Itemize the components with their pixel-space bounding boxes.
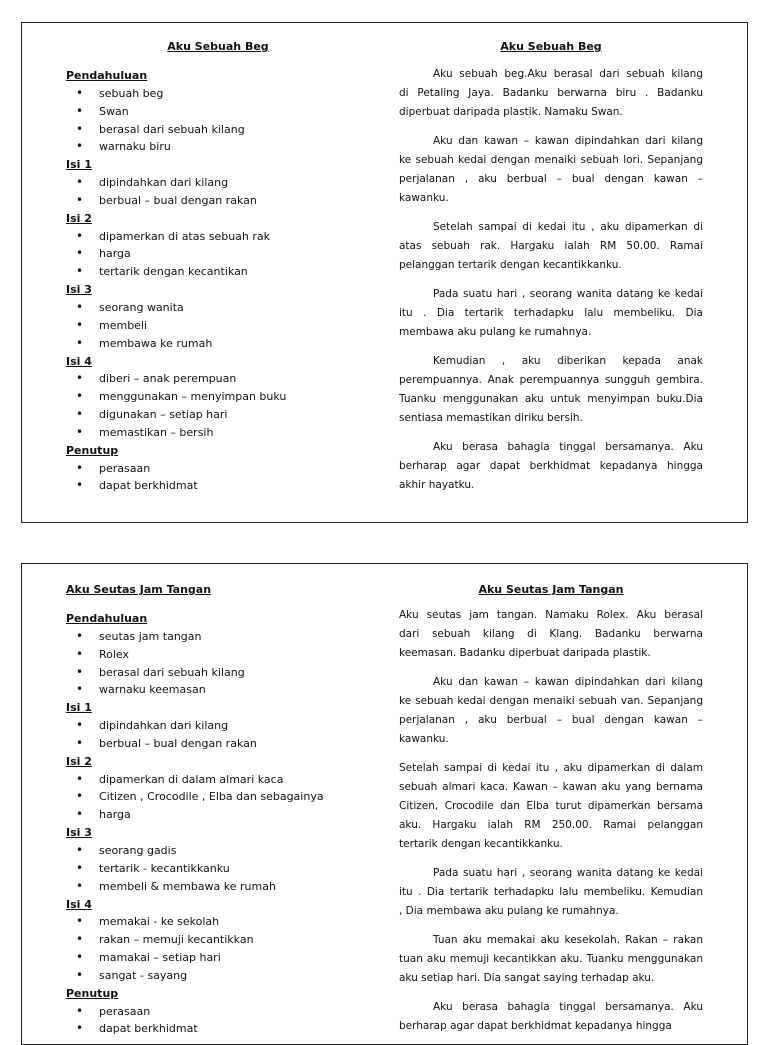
essay-column (399, 38, 703, 505)
bullet-item: • harga (66, 245, 366, 263)
section-heading (66, 699, 366, 717)
bullet-item: • membawa ke rumah (66, 335, 366, 353)
paragraph-line: di Petaling Jaya. Badanku berwarna biru . Badanku (399, 87, 703, 99)
paragraph-line: Aku sebuah beg.Aku berasal dari sebuah kilang (433, 68, 703, 80)
essay-paragraph (399, 65, 703, 122)
bullet-item: • dipamerkan di atas sebuah rak (66, 228, 366, 246)
paragraph-line: Pada suatu hari , seorang wanita datang ke kedai (433, 867, 703, 879)
section-heading (66, 281, 366, 299)
essay-paragraph (399, 132, 703, 208)
bullet-item: • menggunakan – menyimpan buku (66, 388, 366, 406)
section-heading (66, 985, 366, 1003)
essay-paragraph (399, 285, 703, 342)
bullet-item: • dipindahkan dari kilang (66, 174, 366, 192)
bullet-item: • memakai - ke sekolah (66, 913, 366, 931)
section-heading (66, 753, 366, 771)
paragraph-line: kawanku. (399, 192, 449, 204)
paragraph-line: membawa aku pulang ke rumahnya. (399, 326, 592, 338)
section-heading-text: Isi 1 (66, 158, 92, 172)
bullet-item: • diberi – anak perempuan (66, 370, 366, 388)
section-heading (66, 353, 366, 371)
section-heading-text: Isi 3 (66, 283, 92, 297)
paragraph-line: kawanku. (399, 733, 449, 745)
paragraph-line: Tuan aku memakai aku kesekolah. Rakan – rakan (433, 934, 703, 946)
section-heading-text: Isi 3 (66, 826, 92, 840)
bullet-item: • dapat berkhidmat (66, 1020, 366, 1038)
bullet-item: • berbual – bual dengan rakan (66, 192, 366, 210)
section-heading-text: Pendahuluan (66, 69, 148, 82)
paragraph-line: Aku dan kawan – kawan dipindahkan dari kilang (433, 676, 703, 688)
paragraph-line: Pada suatu hari , seorang wanita datang ke kedai (433, 288, 703, 300)
section-heading (66, 442, 366, 460)
paragraph-line: tertarik dengan kecantikkanku. (399, 838, 563, 850)
essay-box-jam-tangan (21, 563, 748, 1045)
paragraph-line: sentiasa memastikan diriku bersih. (399, 412, 583, 424)
bullet-item: • perasaan (66, 1003, 366, 1021)
section-heading-text: Isi 1 (66, 701, 92, 715)
essay-paragraph (399, 998, 703, 1036)
bullet-item: • dapat berkhidmat (66, 477, 366, 495)
paragraph-line: sebuah almari kaca. Kawan – kawan aku yang bernama (399, 781, 703, 793)
bullet-item: • seutas jam tangan (66, 628, 366, 646)
bullet-item: • warnaku keemasan (66, 681, 366, 699)
paragraph-line: dari sebuah kilang di Klang. Badanku berwarna (399, 628, 703, 640)
paragraph-line: aku setiap hari. Dia sangat saying terhadap aku. (399, 972, 655, 984)
section-heading (66, 67, 366, 85)
bullet-item: • tertarik dengan kecantikan (66, 263, 366, 281)
essay-paragraph (399, 606, 703, 663)
bullet-item: • sangat - sayang (66, 967, 366, 985)
outline-column (66, 581, 366, 1038)
bullet-item: • digunakan – setiap hari (66, 406, 366, 424)
bullet-item: • dipindahkan dari kilang (66, 717, 366, 735)
bullet-item: • seorang wanita (66, 299, 366, 317)
bullet-item: • perasaan (66, 460, 366, 478)
paragraph-line: Setelah sampai di kedai itu , aku dipamerkan di (433, 221, 703, 233)
paragraph-line: diperbuat daripada plastik. Namaku Swan. (399, 106, 623, 118)
section-heading-text: Penutup (66, 443, 119, 457)
paragraph-line: berharap agar dapat berkhidmat kepadanya hingga (399, 1020, 672, 1032)
bullet-item: • mamakai – setiap hari (66, 949, 366, 967)
section-heading-text: Penutup (66, 986, 119, 1000)
essay-paragraph (399, 352, 703, 428)
paragraph-line: akhir hayatku. (399, 479, 475, 491)
essay-paragraph (399, 931, 703, 988)
paragraph-line: aku. Hargaku ialah RM 250.00. Ramai pelanggan (399, 819, 703, 831)
bullet-item: • seorang gadis (66, 842, 366, 860)
bullet-item: • membeli & membawa ke rumah (66, 878, 366, 896)
paragraph-line: Aku berasa bahagia tinggal bersamanya. Aku (433, 441, 703, 453)
paragraph-line: Aku dan kawan – kawan dipindahkan dari kilang (433, 135, 703, 147)
paragraph-line: Kemudian , aku diberikan kepada anak (433, 355, 703, 367)
paragraph-line: ke sebuah kedai dengan menaiki sebuah van. Sepanjang (399, 695, 703, 707)
essay-paragraph (399, 673, 703, 749)
paragraph-line: tuan aku memuji kecantikkan aku. Tuanku menggunakan (399, 953, 703, 965)
paragraph-line: perjalanan , aku berbual – bual dengan kawan – (399, 173, 703, 185)
essay-paragraph (399, 864, 703, 921)
section-heading (66, 210, 366, 228)
section-heading-text: Pendahuluan (66, 612, 148, 625)
paragraph-line: itu . Dia tertarik terhadapku lalu membeliku. Kemudian (399, 886, 703, 898)
outline-title: Aku Seutas Jam Tangan (66, 583, 212, 596)
bullet-item: • dipamerkan di dalam almari kaca (66, 771, 366, 789)
paragraph-line: ke sebuah kedai dengan menaiki sebuah lori. Sepanjang (399, 154, 703, 166)
bullet-item: • membeli (66, 317, 366, 335)
paragraph-line: Tuanku menggunakan aku untuk menyimpan buku.Dia (399, 393, 703, 405)
essay-title: Aku Sebuah Beg (500, 40, 602, 53)
paragraph-line: , Dia membawa aku pulang ke rumahnya. (399, 905, 619, 917)
essay-box-beg (21, 22, 748, 523)
essay-paragraph (399, 438, 703, 495)
paragraph-line: pelanggan tertarik dengan kecantikkanku. (399, 259, 622, 271)
paragraph-line: Aku seutas jam tangan. Namaku Rolex. Aku berasal (399, 609, 703, 621)
section-heading-text: Isi 2 (66, 211, 92, 225)
section-heading (66, 896, 366, 914)
section-heading-text: Isi 4 (66, 354, 92, 368)
bullet-item: • Citizen , Crocodile , Elba dan sebagainya (66, 788, 366, 806)
section-heading-text: Isi 2 (66, 754, 92, 768)
essay-paragraph (399, 759, 703, 854)
bullet-item: • Rolex (66, 646, 366, 664)
essay-title: Aku Seutas Jam Tangan (478, 583, 624, 596)
paragraph-line: atas sebuah rak. Hargaku ialah RM 50.00. Ramai (399, 240, 703, 252)
section-heading (66, 824, 366, 842)
outline-column (66, 38, 366, 495)
bullet-item: • rakan – memuji kecantikkan (66, 931, 366, 949)
bullet-item: • berbual – bual dengan rakan (66, 735, 366, 753)
outline-title: Aku Sebuah Beg (167, 40, 269, 53)
bullet-item: • berasal dari sebuah kilang (66, 664, 366, 682)
essay-column (399, 581, 703, 1045)
bullet-item: • harga (66, 806, 366, 824)
essay-paragraph (399, 218, 703, 275)
paragraph-line: berharap agar dapat berkhidmat kepadanya hingga (399, 460, 703, 472)
section-heading-text: Isi 4 (66, 897, 92, 911)
bullet-item: • tertarik - kecantikkanku (66, 860, 366, 878)
paragraph-line: keemasan. Badanku diperbuat daripada plastik. (399, 647, 651, 659)
paragraph-line: perjalanan , aku berbual – bual dengan kawan – (399, 714, 703, 726)
bullet-item: • Swan (66, 103, 366, 121)
bullet-item: • memastikan – bersih (66, 424, 366, 442)
paragraph-line: perempuannya. Anak perempuannya sungguh gembira. (399, 374, 703, 386)
paragraph-line: Citizen, Crocodile dan Elba turut dipamerkan bersama (399, 800, 703, 812)
paragraph-line: Aku berasa bahagia tinggal bersamanya. Aku (433, 1001, 703, 1013)
bullet-item: • sebuah beg (66, 85, 366, 103)
paragraph-line: itu . Dia tertarik terhadapku lalu membeliku. Dia (399, 307, 703, 319)
section-heading (66, 610, 366, 628)
paragraph-line: Setelah sampai di kedai itu , aku dipamerkan di dalam (399, 762, 703, 774)
bullet-item: • berasal dari sebuah kilang (66, 121, 366, 139)
bullet-item: • warnaku biru (66, 138, 366, 156)
section-heading (66, 156, 366, 174)
